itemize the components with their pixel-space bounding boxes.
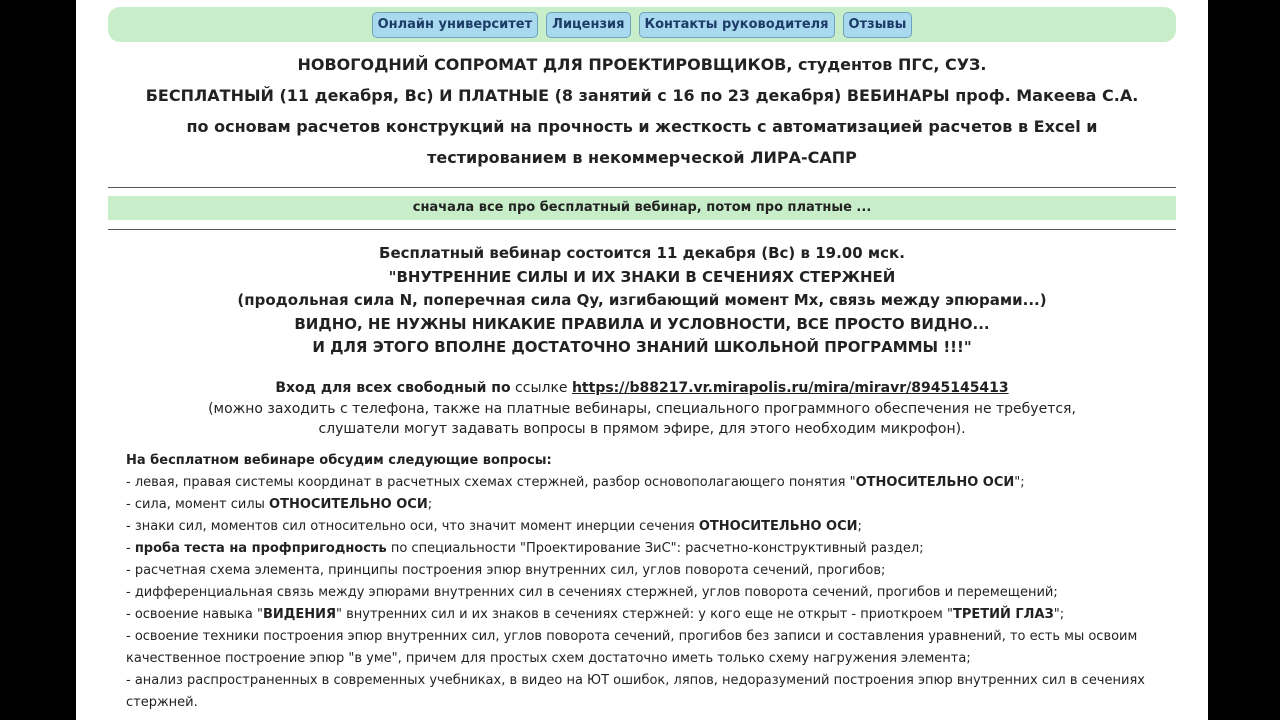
item-bold: ТРЕТИЙ ГЛАЗ xyxy=(952,607,1054,622)
item-text: "; xyxy=(1053,607,1065,622)
item-text: - левая, правая системы координат в расчетных схемах стержней, разбор основополагающего понятия " xyxy=(126,475,856,490)
title-line-3: по основам расчетов конструкций на прочность и жесткость с автоматизацией расчетов в Excel и xyxy=(186,117,1098,136)
nav-license-button[interactable]: Лицензия xyxy=(546,12,630,38)
title-line-4: тестированием в некоммерческой ЛИРА-САПР xyxy=(427,148,857,167)
item-bold: ОТНОСИТЕЛЬНО ОСИ xyxy=(698,519,858,534)
announce-line-5: И ДЛЯ ЭТОГО ВПОЛНЕ ДОСТАТОЧНО ЗНАНИЙ ШКОЛЬНОЙ ПРОГРАММЫ !!!" xyxy=(312,338,972,356)
section-band: сначала все про бесплатный вебинар, потом про платные ... xyxy=(108,196,1176,220)
item-text: " внутренних сил и их знаков в сечениях стержней: у кого еще не открыт - приоткроем " xyxy=(335,607,953,622)
divider-bottom xyxy=(108,229,1176,230)
list-item xyxy=(126,516,1156,538)
topics-list xyxy=(126,450,1156,714)
list-item: - освоение техники построения эпюр внутренних сил, углов поворота сечений, прогибов без записи и составления уравнений, то есть мы освоим xyxy=(126,629,1138,644)
webinar-link[interactable]: https://b88217.vr.mirapolis.ru/mira/miravr/8945145413 xyxy=(571,380,1009,396)
list-item xyxy=(126,472,1156,494)
nav-online-university-button[interactable]: Онлайн университет xyxy=(372,12,539,38)
top-nav xyxy=(108,7,1176,42)
item-text: "; xyxy=(1014,475,1025,490)
entry-note-1: (можно заходить с телефона, также на платные вебинары, специального программного обеспечения не требуется, xyxy=(208,400,1076,417)
announce-line-4: ВИДНО, НЕ НУЖНЫ НИКАКИЕ ПРАВИЛА И УСЛОВНОСТИ, ВСЕ ПРОСТО ВИДНО... xyxy=(294,314,990,333)
item-text: - знаки сил, моментов сил относительно оси, что значит момент инерции сечения xyxy=(126,519,699,534)
topics-heading xyxy=(126,450,1156,472)
item-text: ; xyxy=(427,497,433,512)
entry-bold-prefix: Вход для всех свободный по xyxy=(275,380,511,396)
page xyxy=(76,0,1208,720)
list-item xyxy=(126,494,1156,516)
list-item xyxy=(126,604,1156,626)
announce-line-1: Бесплатный вебинар состоится 11 декабря (Вс) в 19.00 мск. xyxy=(379,244,905,262)
item-bold: ОТНОСИТЕЛЬНО ОСИ xyxy=(269,497,428,512)
title-line-2: БЕСПЛАТНЫЙ (11 декабря, Вс) И ПЛАТНЫЕ (8 занятий с 16 по 23 декабря) ВЕБИНАРЫ проф. Макеева С.А. xyxy=(145,86,1139,105)
entry-note-2: слушатели могут задавать вопросы в прямом эфире, для этого необходим микрофон). xyxy=(318,421,966,437)
list-item xyxy=(126,538,1156,560)
list-item: - расчетная схема элемента, принципы построения эпюр внутренних сил, углов поворота сечений, прогибов; xyxy=(126,563,886,578)
item-text: - освоение навыка " xyxy=(126,607,263,622)
title-line-1: НОВОГОДНИЙ СОПРОМАТ ДЛЯ ПРОЕКТИРОВЩИКОВ, студентов ПГС, СУЗ. xyxy=(297,55,987,74)
nav-contacts-button[interactable]: Контакты руководителя xyxy=(639,12,835,38)
announce-line-2: "ВНУТРЕННИЕ СИЛЫ И ИХ ЗНАКИ В СЕЧЕНИЯХ СТЕРЖНЕЙ xyxy=(388,267,896,286)
entry-link-word: ссылке xyxy=(510,380,572,396)
divider-top xyxy=(108,187,1176,188)
nav-reviews-button[interactable]: Отзывы xyxy=(843,12,913,38)
item-text: по специальности "Проектирование ЗиС": расчетно-конструктивный раздел; xyxy=(386,541,924,556)
list-item-continuation: качественное построение эпюр "в уме", причем для простых схем достаточно иметь только схему нагружения элемента; xyxy=(126,651,971,666)
entry-info xyxy=(108,378,1176,440)
announce-line-3: (продольная сила N, поперечная сила Qy, изгибающий момент Mx, связь между эпюрами...) xyxy=(237,291,1047,309)
item-bold: ОТНОСИТЕЛЬНО ОСИ xyxy=(855,475,1015,490)
item-text: - xyxy=(126,541,135,556)
item-bold: проба теста на профпригодность xyxy=(134,541,387,556)
list-item: - дифференциальная связь между эпюрами внутренних сил в сечениях стержней, углов поворота сечений, прогибов и перемещений; xyxy=(126,585,1058,600)
list-item: - анализ распространенных в современных учебниках, в видео на ЮТ ошибок, ляпов, недоразумений построения эпюр внутренних сил в сечениях xyxy=(126,673,1145,688)
list-item-continuation: стержней. xyxy=(126,695,198,710)
entry-line xyxy=(108,378,1176,399)
topics-heading-text: На бесплатном вебинаре обсудим следующие вопросы: xyxy=(126,453,552,468)
item-text: ; xyxy=(857,519,862,534)
item-bold: ВИДЕНИЯ xyxy=(262,607,336,622)
webinar-announcement xyxy=(108,242,1176,360)
page-title xyxy=(108,49,1176,173)
item-text: - сила, момент силы xyxy=(126,497,270,512)
